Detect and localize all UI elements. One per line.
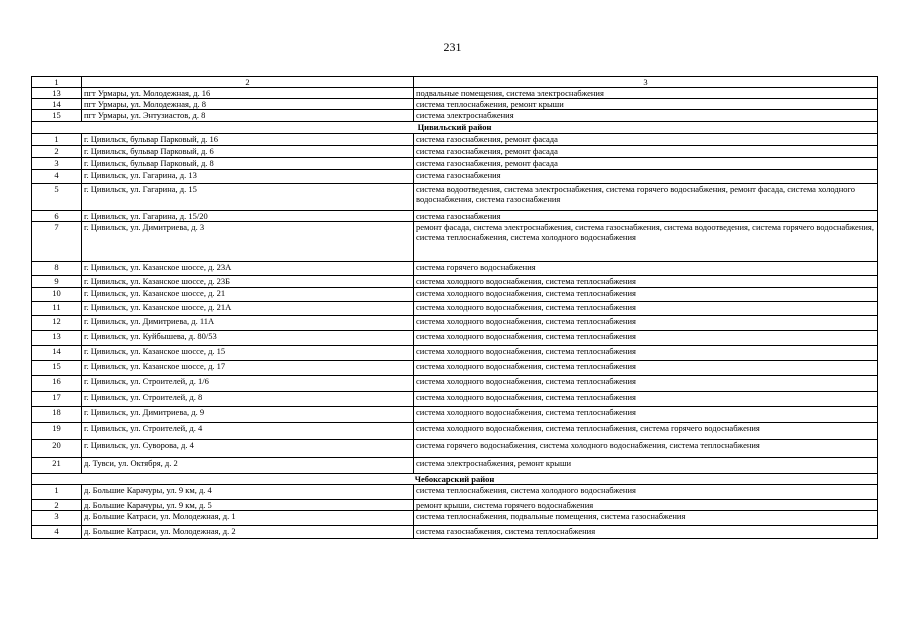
row-address: д. Тувси, ул. Октября, д. 2: [82, 458, 414, 474]
row-number: 14: [32, 99, 82, 110]
table-row: [32, 288, 878, 302]
row-number: 16: [32, 376, 82, 392]
table-row: [32, 158, 878, 170]
row-work: система холодного водоснабжения, система теплоснабжения, система горячего водоснабжения: [414, 423, 878, 440]
row-number: 15: [32, 110, 82, 122]
table-row: [32, 331, 878, 346]
row-work: система холодного водоснабжения, система теплоснабжения: [414, 346, 878, 361]
table-row: [32, 184, 878, 211]
row-address: д. Большие Карачуры, ул. 9 км, д. 5: [82, 500, 414, 511]
row-number: 2: [32, 146, 82, 158]
row-address: г. Цивильск, бульвар Парковый, д. 6: [82, 146, 414, 158]
row-number: 21: [32, 458, 82, 474]
row-number: 13: [32, 88, 82, 99]
row-address: д. Большие Карачуры, ул. 9 км, д. 4: [82, 485, 414, 500]
row-number: 3: [32, 511, 82, 526]
table-row: [32, 485, 878, 500]
row-work: система газоснабжения, ремонт фасада: [414, 158, 878, 170]
table-row: [32, 134, 878, 146]
header-col-1: 1: [32, 77, 82, 88]
table-row: [32, 262, 878, 276]
row-work: система холодного водоснабжения, система теплоснабжения: [414, 376, 878, 392]
row-number: 1: [32, 134, 82, 146]
works-table: [31, 76, 878, 539]
table-row: [32, 222, 878, 262]
row-work: система теплоснабжения, подвальные помещения, система газоснабжения: [414, 511, 878, 526]
section-title: Цивильский район: [32, 122, 878, 134]
row-work: система холодного водоснабжения, система теплоснабжения: [414, 392, 878, 407]
row-number: 1: [32, 485, 82, 500]
table-row: [32, 423, 878, 440]
row-address: г. Цивильск, ул. Димитриева, д. 3: [82, 222, 414, 262]
row-address: д. Большие Катраси, ул. Молодежная, д. 2: [82, 526, 414, 539]
row-address: пгт Урмары, ул. Молодежная, д. 16: [82, 88, 414, 99]
row-number: 9: [32, 276, 82, 288]
row-address: г. Цивильск, ул. Казанское шоссе, д. 15: [82, 346, 414, 361]
row-work: система горячего водоснабжения, система холодного водоснабжения, система теплоснабжения: [414, 440, 878, 458]
row-work: система холодного водоснабжения, система теплоснабжения: [414, 276, 878, 288]
table-row: [32, 526, 878, 539]
row-work: ремонт фасада, система электроснабжения, система газоснабжения, система водоотведения, система горячего водоснабжения, система теплоснабжения, система холодного водоснабжения: [414, 222, 878, 262]
row-address: г. Цивильск, ул. Казанское шоссе, д. 23А: [82, 262, 414, 276]
row-work: система водоотведения, система электроснабжения, система горячего водоснабжения, ремонт фасада, система холодного водоснабжения, система газоснабжения: [414, 184, 878, 211]
row-number: 20: [32, 440, 82, 458]
table-row: [32, 392, 878, 407]
row-work: система холодного водоснабжения, система теплоснабжения: [414, 288, 878, 302]
row-work: система электроснабжения, ремонт крыши: [414, 458, 878, 474]
section-row: [32, 122, 878, 134]
row-address: г. Цивильск, ул. Суворова, д. 4: [82, 440, 414, 458]
row-address: г. Цивильск, ул. Димитриева, д. 9: [82, 407, 414, 423]
table-row: [32, 407, 878, 423]
row-number: 13: [32, 331, 82, 346]
row-number: 8: [32, 262, 82, 276]
page-number: 231: [443, 40, 462, 54]
row-work: система холодного водоснабжения, система теплоснабжения: [414, 316, 878, 331]
row-number: 14: [32, 346, 82, 361]
row-work: система электроснабжения: [414, 110, 878, 122]
table-row: [32, 440, 878, 458]
row-address: г. Цивильск, ул. Гагарина, д. 13: [82, 170, 414, 184]
row-number: 2: [32, 500, 82, 511]
row-address: г. Цивильск, ул. Димитриева, д. 11А: [82, 316, 414, 331]
row-number: 18: [32, 407, 82, 423]
row-number: 10: [32, 288, 82, 302]
row-work: подвальные помещения, система электроснабжения: [414, 88, 878, 99]
table-row: [32, 458, 878, 474]
row-address: г. Цивильск, ул. Гагарина, д. 15/20: [82, 211, 414, 222]
section-row: [32, 474, 878, 485]
section-title: Чебоксарский район: [32, 474, 878, 485]
row-number: 4: [32, 526, 82, 539]
row-address: г. Цивильск, ул. Строителей, д. 4: [82, 423, 414, 440]
table-row: [32, 500, 878, 511]
row-address: г. Цивильск, ул. Казанское шоссе, д. 23Б: [82, 276, 414, 288]
table-row: [32, 146, 878, 158]
header-col-3: 3: [414, 77, 878, 88]
row-address: пгт Урмары, ул. Энтузиастов, д. 8: [82, 110, 414, 122]
row-number: 11: [32, 302, 82, 316]
row-work: система горячего водоснабжения: [414, 262, 878, 276]
row-work: система газоснабжения: [414, 170, 878, 184]
row-number: 15: [32, 361, 82, 376]
row-number: 7: [32, 222, 82, 262]
row-address: г. Цивильск, ул. Гагарина, д. 15: [82, 184, 414, 211]
table-row: [32, 276, 878, 288]
row-number: 17: [32, 392, 82, 407]
row-work: ремонт крыши, система горячего водоснабжения: [414, 500, 878, 511]
row-work: система газоснабжения, система теплоснабжения: [414, 526, 878, 539]
row-address: г. Цивильск, бульвар Парковый, д. 8: [82, 158, 414, 170]
table-row: [32, 211, 878, 222]
row-address: г. Цивильск, ул. Строителей, д. 1/6: [82, 376, 414, 392]
table-row: [32, 361, 878, 376]
row-number: 12: [32, 316, 82, 331]
table-row: [32, 346, 878, 361]
row-work: система газоснабжения, ремонт фасада: [414, 134, 878, 146]
row-address: д. Большие Катраси, ул. Молодежная, д. 1: [82, 511, 414, 526]
table-row: [32, 511, 878, 526]
row-work: система холодного водоснабжения, система теплоснабжения: [414, 407, 878, 423]
row-work: система холодного водоснабжения, система теплоснабжения: [414, 331, 878, 346]
row-work: система холодного водоснабжения, система теплоснабжения: [414, 302, 878, 316]
table-row: [32, 316, 878, 331]
row-work: система теплоснабжения, ремонт крыши: [414, 99, 878, 110]
table-row: [32, 99, 878, 110]
table-row: [32, 302, 878, 316]
table-header-row: [32, 77, 878, 88]
row-address: г. Цивильск, ул. Казанское шоссе, д. 21: [82, 288, 414, 302]
row-number: 19: [32, 423, 82, 440]
row-work: система газоснабжения, ремонт фасада: [414, 146, 878, 158]
row-address: пгт Урмары, ул. Молодежная, д. 8: [82, 99, 414, 110]
row-number: 6: [32, 211, 82, 222]
table-row: [32, 88, 878, 99]
table-row: [32, 376, 878, 392]
works-table-body: [32, 77, 878, 539]
table-row: [32, 110, 878, 122]
row-address: г. Цивильск, бульвар Парковый, д. 16: [82, 134, 414, 146]
row-work: система холодного водоснабжения, система теплоснабжения: [414, 361, 878, 376]
header-col-2: 2: [82, 77, 414, 88]
row-number: 5: [32, 184, 82, 211]
row-address: г. Цивильск, ул. Строителей, д. 8: [82, 392, 414, 407]
row-address: г. Цивильск, ул. Казанское шоссе, д. 21А: [82, 302, 414, 316]
row-work: система газоснабжения: [414, 211, 878, 222]
row-number: 4: [32, 170, 82, 184]
row-number: 3: [32, 158, 82, 170]
table-row: [32, 170, 878, 184]
row-address: г. Цивильск, ул. Куйбышева, д. 80/53: [82, 331, 414, 346]
row-work: система теплоснабжения, система холодного водоснабжения: [414, 485, 878, 500]
row-address: г. Цивильск, ул. Казанское шоссе, д. 17: [82, 361, 414, 376]
